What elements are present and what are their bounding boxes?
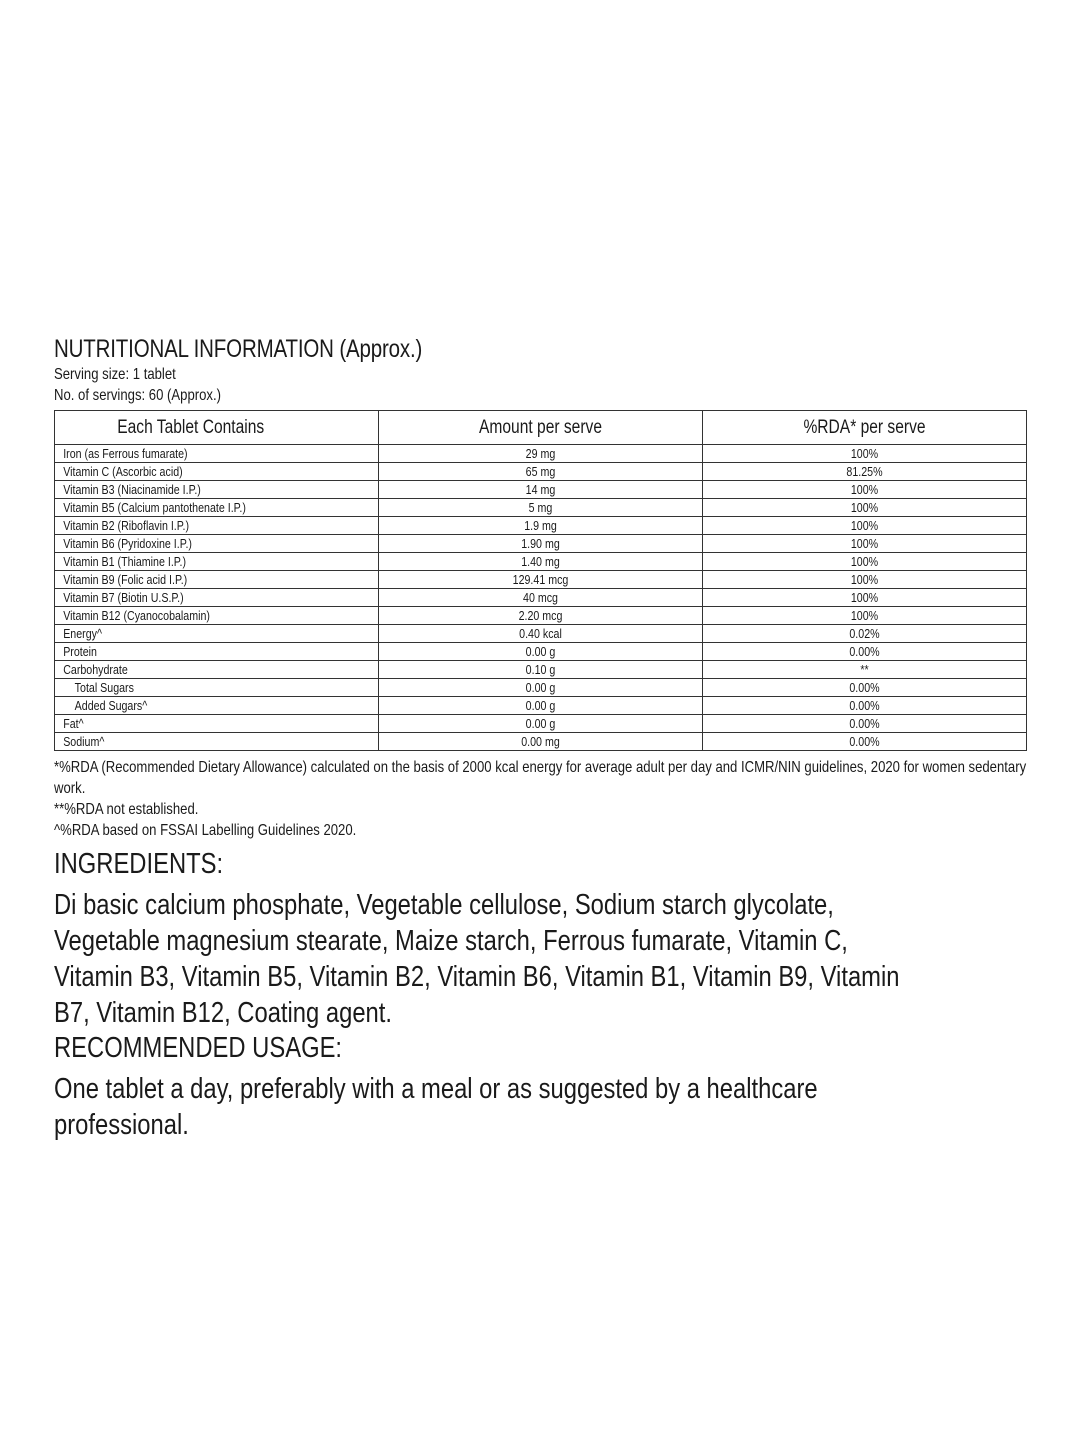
rda-cell: 100%: [703, 517, 1027, 535]
nutrient-name-cell: Vitamin B1 (Thiamine I.P.): [55, 553, 379, 571]
table-row: [55, 517, 1027, 535]
nutrition-table: [54, 410, 1027, 751]
ingredients-text: Di basic calcium phosphate, Vegetable cellulose, Sodium starch glycolate, Vegetable magnesium stearate, Maize starch, Ferrous fumarate, Vitamin C, Vitamin B3, Vitamin B5, Vitamin B2, Vitamin B6, Vitamin B1, Vitamin B9, Vitamin B7, Vitamin B12, Coating agent.: [54, 889, 900, 1029]
amount-cell: 1.9 mg: [379, 517, 703, 535]
rda-cell: 100%: [703, 553, 1027, 571]
table-row: [55, 697, 1027, 715]
table-row: [55, 445, 1027, 463]
table-row: [55, 643, 1027, 661]
nutrient-name-cell: Vitamin B3 (Niacinamide I.P.): [55, 481, 379, 499]
rda-cell: 100%: [703, 571, 1027, 589]
amount-cell: 14 mg: [379, 481, 703, 499]
rda-cell: 0.00%: [703, 715, 1027, 733]
nutrient-name-cell: Energy^: [55, 625, 379, 643]
table-row: [55, 679, 1027, 697]
rda-cell: 100%: [703, 535, 1027, 553]
nutrient-name-cell: Vitamin B6 (Pyridoxine I.P.): [55, 535, 379, 553]
nutrient-name-cell: Protein: [55, 643, 379, 661]
nutrition-label-sheet: [54, 334, 1030, 1143]
nutrition-title: NUTRITIONAL INFORMATION (Approx.): [54, 335, 423, 363]
footnote-fssai: ^%RDA based on FSSAI Labelling Guidelines 2020.: [54, 822, 357, 839]
nutrient-name-cell: Carbohydrate: [55, 661, 379, 679]
amount-cell: 0.40 kcal: [379, 625, 703, 643]
table-row: [55, 589, 1027, 607]
table-row: [55, 733, 1027, 751]
nutrient-name-cell: Added Sugars^: [55, 697, 379, 715]
nutrient-name-cell: Fat^: [55, 715, 379, 733]
amount-cell: 1.90 mg: [379, 535, 703, 553]
header-amount: Amount per serve: [379, 411, 703, 445]
nutrient-name-cell: Vitamin B2 (Riboflavin I.P.): [55, 517, 379, 535]
footnote-rda: *%RDA (Recommended Dietary Allowance) calculated on the basis of 2000 kcal energy for average adult per day and ICMR/NIN guidelines, 2020 for women sedentary work.: [54, 759, 1027, 797]
header-each-tablet: Each Tablet Contains: [55, 411, 379, 445]
rda-cell: 0.00%: [703, 697, 1027, 715]
usage-heading: RECOMMENDED USAGE:: [54, 1032, 343, 1064]
table-row: [55, 571, 1027, 589]
amount-cell: 40 mcg: [379, 589, 703, 607]
amount-cell: 5 mg: [379, 499, 703, 517]
header-rda: %RDA* per serve: [703, 411, 1027, 445]
ingredients-heading: INGREDIENTS:: [54, 848, 224, 880]
rda-cell: 100%: [703, 607, 1027, 625]
rda-cell: 0.00%: [703, 679, 1027, 697]
amount-cell: 2.20 mcg: [379, 607, 703, 625]
nutrient-name-cell: Iron (as Ferrous fumarate): [55, 445, 379, 463]
footnotes: [54, 757, 1030, 841]
nutrient-name-cell: Vitamin C (Ascorbic acid): [55, 463, 379, 481]
nutrient-name-cell: Vitamin B5 (Calcium pantothenate I.P.): [55, 499, 379, 517]
amount-cell: 0.00 g: [379, 697, 703, 715]
rda-cell: 100%: [703, 499, 1027, 517]
table-row: [55, 499, 1027, 517]
amount-cell: 129.41 mcg: [379, 571, 703, 589]
table-row: [55, 553, 1027, 571]
rda-cell: 81.25%: [703, 463, 1027, 481]
table-row: [55, 625, 1027, 643]
footnote-not-established: **%RDA not established.: [54, 801, 199, 818]
nutrient-name-cell: Total Sugars: [55, 679, 379, 697]
amount-cell: 65 mg: [379, 463, 703, 481]
amount-cell: 0.00 g: [379, 643, 703, 661]
amount-cell: 0.00 g: [379, 679, 703, 697]
table-row: [55, 481, 1027, 499]
nutrition-table-body: [55, 445, 1027, 751]
amount-cell: 29 mg: [379, 445, 703, 463]
amount-cell: 0.00 g: [379, 715, 703, 733]
table-row: [55, 715, 1027, 733]
rda-cell: 100%: [703, 445, 1027, 463]
servings-count: No. of servings: 60 (Approx.): [54, 387, 221, 404]
rda-cell: **: [703, 661, 1027, 679]
amount-cell: 1.40 mg: [379, 553, 703, 571]
nutrient-name-cell: Vitamin B12 (Cyanocobalamin): [55, 607, 379, 625]
amount-cell: 0.10 g: [379, 661, 703, 679]
table-header-row: [55, 411, 1027, 445]
table-row: [55, 607, 1027, 625]
rda-cell: 0.00%: [703, 733, 1027, 751]
table-row: [55, 463, 1027, 481]
rda-cell: 0.00%: [703, 643, 1027, 661]
rda-cell: 0.02%: [703, 625, 1027, 643]
nutrient-name-cell: Sodium^: [55, 733, 379, 751]
nutrient-name-cell: Vitamin B7 (Biotin U.S.P.): [55, 589, 379, 607]
nutrient-name-cell: Vitamin B9 (Folic acid I.P.): [55, 571, 379, 589]
rda-cell: 100%: [703, 481, 1027, 499]
rda-cell: 100%: [703, 589, 1027, 607]
usage-text: One tablet a day, preferably with a meal or as suggested by a healthcare professional.: [54, 1073, 818, 1141]
table-row: [55, 661, 1027, 679]
table-row: [55, 535, 1027, 553]
serving-size: Serving size: 1 tablet: [54, 366, 176, 383]
amount-cell: 0.00 mg: [379, 733, 703, 751]
